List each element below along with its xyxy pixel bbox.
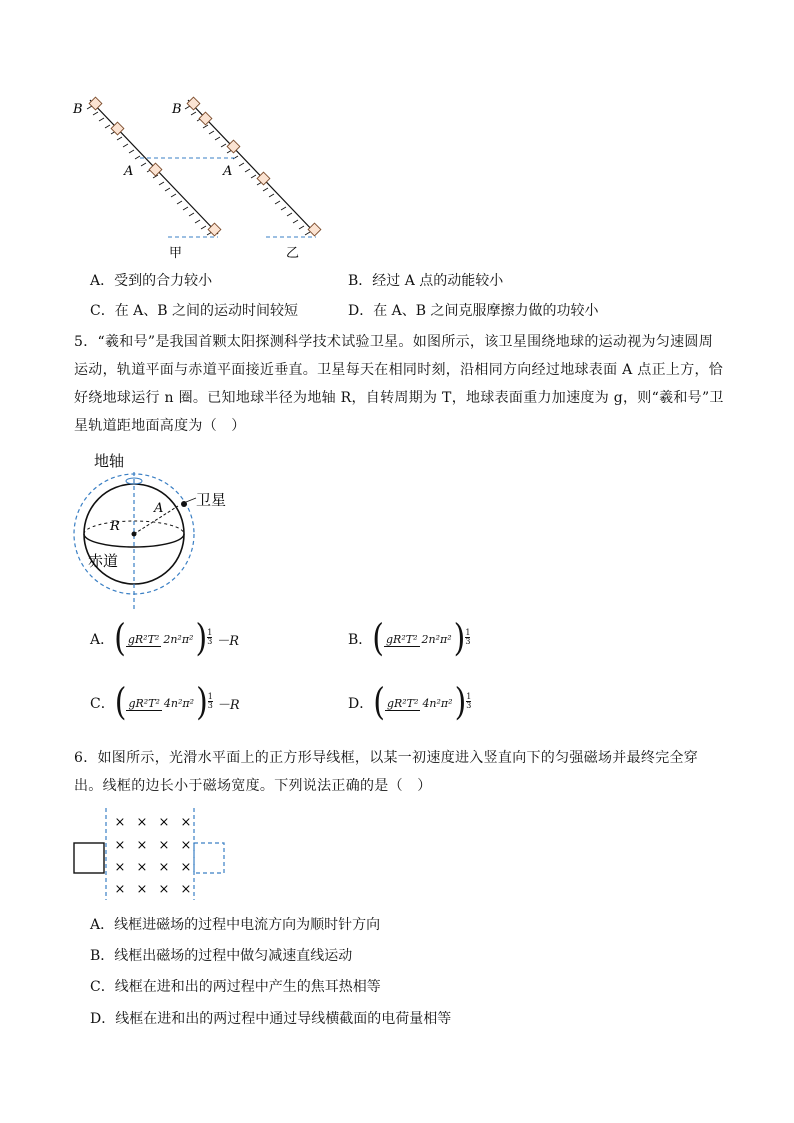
field-x: × xyxy=(158,882,170,897)
field-x: × xyxy=(158,838,170,853)
field-x: × xyxy=(180,815,192,830)
field-x: × xyxy=(180,882,192,897)
earth-satellite-figure xyxy=(70,448,250,614)
label-A-right: A xyxy=(223,164,233,179)
field-x: × xyxy=(158,815,170,830)
block-right-3 xyxy=(227,140,240,153)
wire-frame xyxy=(74,843,104,873)
q6-stem: 6．如图所示，光滑水平面上的正方形导线框，以某一初速度进入竖直向下的匀强磁场并最终完全穿出。线框的边长小于磁场宽度。下列说法正确的是（ ） xyxy=(74,750,699,794)
caption-left: 甲 xyxy=(169,246,183,261)
field-x: × xyxy=(136,838,148,853)
q5-stem: 5．“羲和号”是我国首颗太阳探测科学技术试验卫星。如图所示，该卫星围绕地球的运动视为匀速圆周运动，轨道平面与赤道平面接近垂直。卫星每天在相同时刻，沿相同方向经过地球表面 A 点正上方，恰好绕地球运行 n 圈。已知地球半径为地轴 R，自转周期为 T，地球表面重力加速度为 g，则“羲和号”卫星轨道距地面高度为（ ） xyxy=(74,334,724,434)
q5-option-d[interactable]: D． ( gR²T² 4n²π² ) 1 3 xyxy=(348,680,472,725)
q5-option-c[interactable]: C． ( gR²T² 4n²π² ) 1 3 －R xyxy=(90,680,240,725)
field-x: × xyxy=(114,882,126,897)
field-x: × xyxy=(180,838,192,853)
field-x: × xyxy=(114,860,126,875)
magnetic-field-figure xyxy=(70,808,240,902)
q4-option-d[interactable]: D．在 A、B 之间克服摩擦力做的功较小 xyxy=(348,303,599,319)
block-right-B xyxy=(187,97,200,110)
q6-option-c[interactable]: C．线框在进和出的两过程中产生的焦耳热相等 xyxy=(90,979,381,995)
R-label: R xyxy=(110,519,120,534)
field-x: × xyxy=(136,815,148,830)
label-A-left: A xyxy=(124,164,134,179)
q4-option-a[interactable]: A．受到的合力较小 xyxy=(90,273,213,289)
block-right-bottom xyxy=(308,223,321,236)
q4-option-c[interactable]: C．在 A、B 之间的运动时间较短 xyxy=(90,303,299,319)
field-x: × xyxy=(114,815,126,830)
block-left-B xyxy=(89,97,102,110)
q6-option-b[interactable]: B．线框出磁场的过程中做匀减速直线运动 xyxy=(90,948,353,964)
wire-frame-exit xyxy=(194,843,224,873)
q5-option-b[interactable]: B． ( gR²T² 2n²π² ) 1 3 xyxy=(348,616,471,661)
q5-option-a[interactable]: A． ( gR²T² 2n²π² ) 1 3 －R xyxy=(90,616,240,661)
field-x: × xyxy=(114,838,126,853)
label-B-right: B xyxy=(172,102,182,117)
q6-option-a[interactable]: A．线框进磁场的过程中电流方向为顺时针方向 xyxy=(90,917,381,933)
caption-right: 乙 xyxy=(286,246,300,261)
field-x: × xyxy=(136,860,148,875)
label-B-left: B xyxy=(73,102,83,117)
field-x: × xyxy=(180,860,192,875)
satellite-label: 卫星 xyxy=(196,491,227,509)
q4-option-b[interactable]: B．经过 A 点的动能较小 xyxy=(348,273,504,289)
equator-label: 赤道 xyxy=(88,552,119,570)
q6-option-d[interactable]: D．线框在进和出的两过程中通过导线横截面的电荷量相等 xyxy=(90,1011,452,1027)
axis-label: 地轴 xyxy=(94,452,125,470)
A-label: A xyxy=(154,501,164,516)
incline-figure xyxy=(70,92,340,262)
field-x: × xyxy=(136,882,148,897)
field-x: × xyxy=(158,860,170,875)
